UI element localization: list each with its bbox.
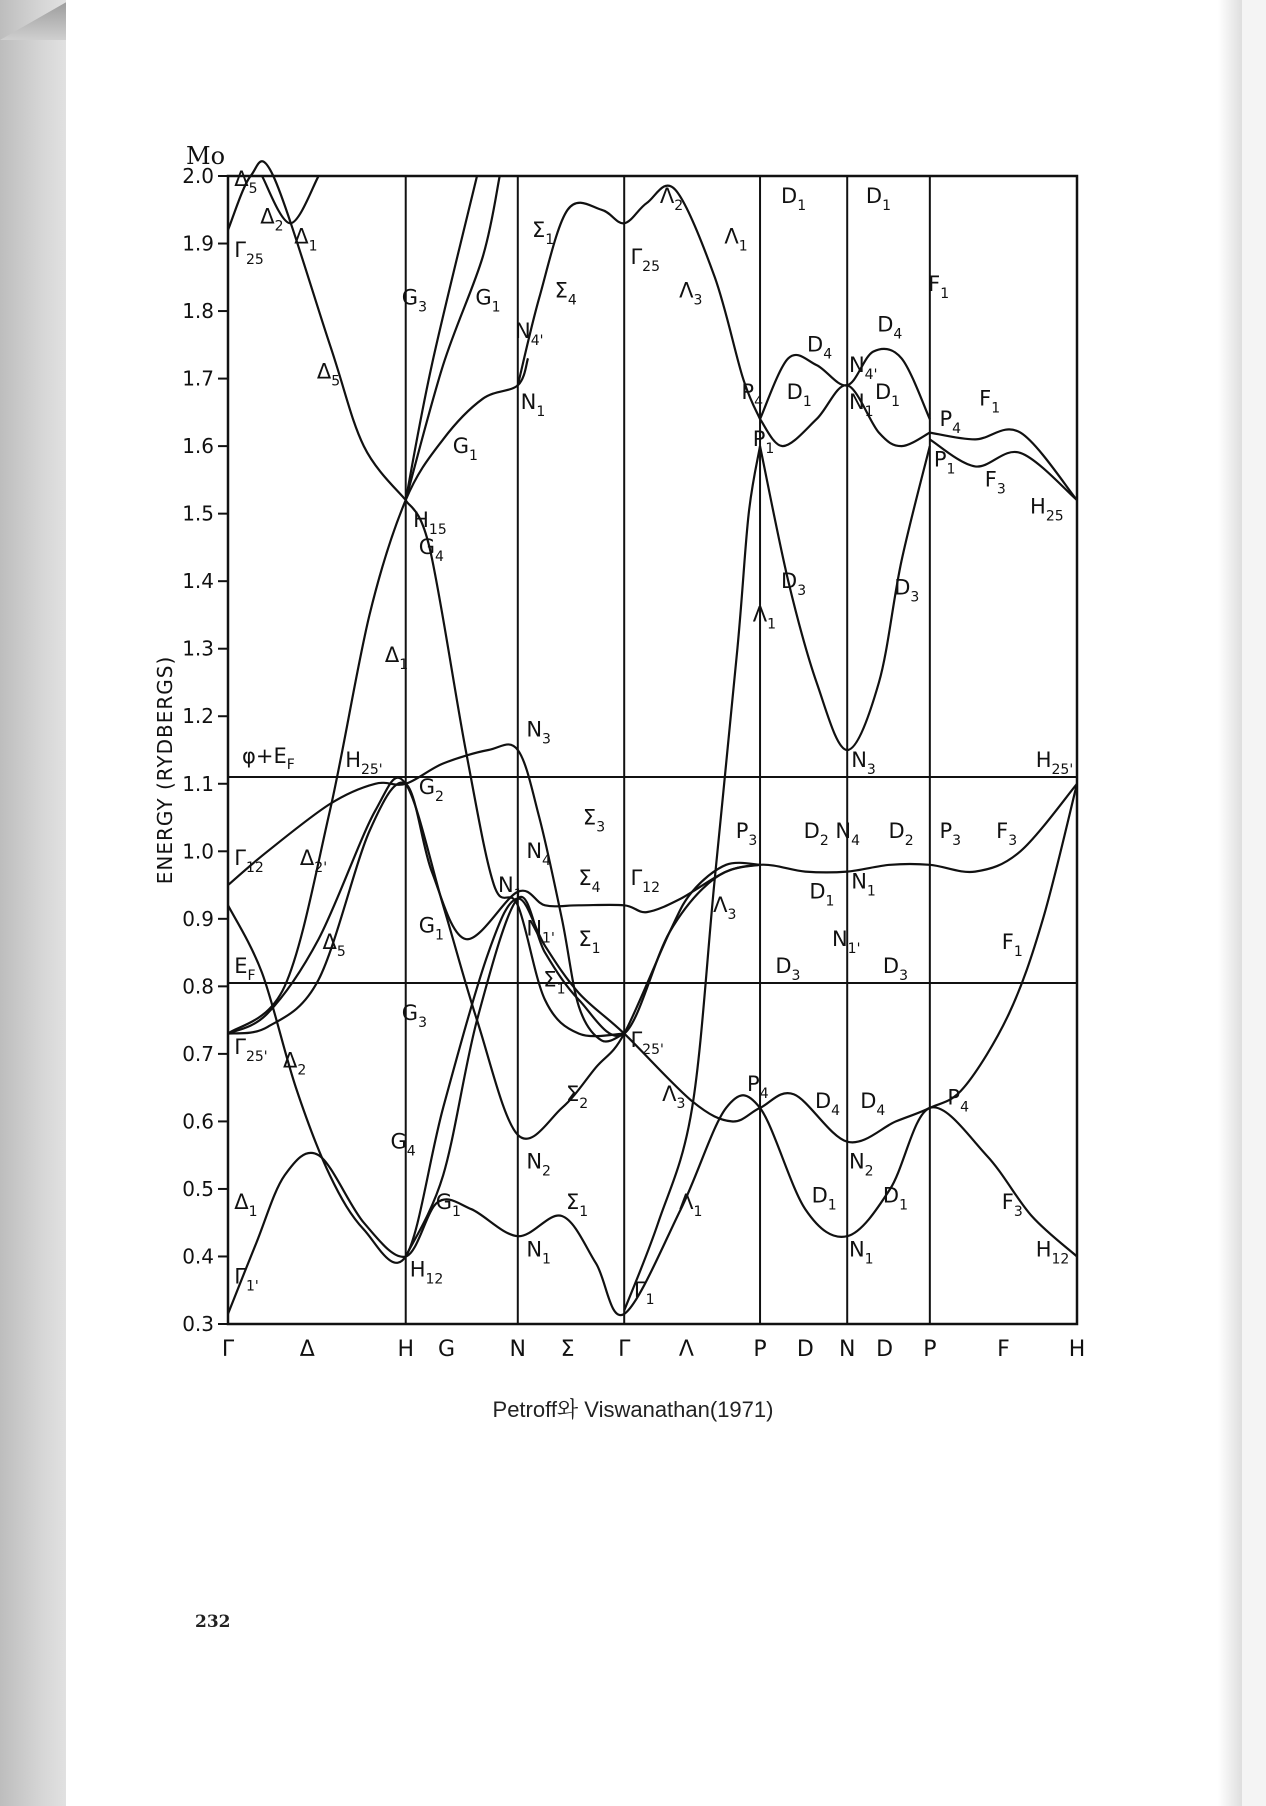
band-label: $D_1$ xyxy=(865,184,892,215)
band-label-sub: 1 xyxy=(308,238,318,255)
band-label: $\Sigma_1$ xyxy=(531,217,555,248)
band-label: $\Sigma_3$ xyxy=(582,805,606,836)
y-tick-label: 1.5 xyxy=(182,501,214,526)
band-label-sub: 25' xyxy=(245,1048,268,1065)
band-label: $D_1$ xyxy=(781,184,807,215)
band-label-sub: 1 xyxy=(802,393,812,410)
band-label-sub: 3 xyxy=(748,832,758,849)
band-label: $F_1$ xyxy=(1001,930,1023,961)
fermi-line-label: $\varphi+E_F$ xyxy=(242,744,295,774)
band-curve-band-d1-low xyxy=(760,385,930,446)
band-label-sub: 3 xyxy=(1008,832,1018,849)
band-label-sub: 25 xyxy=(245,252,264,269)
direction-label: D xyxy=(876,1337,894,1362)
band-label-sub: 2 xyxy=(674,198,684,215)
band-label-sub: 1 xyxy=(469,447,478,464)
band-label-sub: 3 xyxy=(542,731,551,748)
band-label: $H_{15}$ xyxy=(413,508,447,539)
band-label: $F_1$ xyxy=(979,386,1001,417)
band-label-sub: 4 xyxy=(591,880,601,897)
band-label-sub: 2 xyxy=(297,1062,307,1079)
band-label-sub: 5 xyxy=(336,944,346,961)
y-tick-label: 0.9 xyxy=(182,906,214,931)
band-label-sub: 1 xyxy=(891,393,901,410)
band-label: $\Delta_2$ xyxy=(282,1048,307,1079)
page-number: 232 xyxy=(195,1612,231,1632)
band-label: $E_F$ xyxy=(234,953,256,984)
band-label-sub: 1 xyxy=(825,893,835,910)
band-label: $\Lambda_3$ xyxy=(713,893,737,924)
fermi-lines xyxy=(228,744,1077,983)
k-point-label: P xyxy=(923,1337,937,1362)
band-label-sub: 3 xyxy=(596,819,606,836)
band-label-sub: 1 xyxy=(645,1291,655,1308)
band-label-sub: 3 xyxy=(418,1015,428,1032)
band-label: $\Gamma_{25'}$ xyxy=(234,1034,268,1065)
band-label: $\Gamma_{25'}$ xyxy=(630,1028,664,1059)
y-tick-label: 0.8 xyxy=(182,974,214,999)
band-label: $H_{25}$ xyxy=(1030,494,1064,525)
y-tick-label: 1.8 xyxy=(182,299,214,324)
band-label-sub: 4 xyxy=(960,1099,970,1116)
band-label-sub: 3 xyxy=(952,832,962,849)
band-label: $N_1$ xyxy=(851,869,876,900)
figure-caption: Petroff와 Viswanathan(1971) xyxy=(492,1397,774,1422)
band-label-sub: 4 xyxy=(759,1086,769,1103)
band-label-sub: 3 xyxy=(996,481,1006,498)
y-tick-label: 0.5 xyxy=(182,1176,214,1201)
band-label-sub: 1 xyxy=(542,1251,551,1268)
band-label: $D_1$ xyxy=(811,1183,837,1214)
y-tick-label: 1.3 xyxy=(182,636,214,661)
k-point-label: N xyxy=(509,1337,527,1362)
band-label-sub: 25' xyxy=(1051,761,1074,778)
band-label-sub: 1 xyxy=(767,616,777,633)
band-label: $N_1$ xyxy=(526,1237,551,1268)
y-tick-label: 0.3 xyxy=(182,1312,214,1336)
y-tick-label: 1.6 xyxy=(182,434,214,459)
band-label: $G_1$ xyxy=(452,433,478,464)
band-label: $D_3$ xyxy=(882,953,908,984)
band-label: $N_2$ xyxy=(526,1149,551,1180)
band-label: $\Gamma_1$ xyxy=(633,1277,655,1308)
band-label-sub: 2 xyxy=(819,832,829,849)
band-label-sub: 1 xyxy=(536,403,546,420)
band-label-sub: 1 xyxy=(452,1204,461,1221)
band-label-sub: 1 xyxy=(946,461,956,478)
band-label: $D_4$ xyxy=(807,332,833,363)
band-label: $N_1$ xyxy=(848,389,874,420)
direction-label: G xyxy=(437,1337,456,1362)
band-label: $\Sigma_1$ xyxy=(565,1190,589,1221)
direction-label: D xyxy=(796,1337,814,1362)
k-point-label: Γ xyxy=(618,1337,631,1362)
direction-label: Λ xyxy=(678,1337,694,1362)
band-label-sub: 4 xyxy=(893,326,903,343)
band-label-sub: 1' xyxy=(847,940,861,957)
band-label: $\Lambda_1$ xyxy=(679,1190,703,1221)
band-label-sub: 3 xyxy=(693,292,703,309)
band-label: $\Delta_2$ xyxy=(260,204,284,235)
band-label-sub: 1 xyxy=(899,1197,908,1214)
band-label-sub: 12 xyxy=(1051,1251,1070,1268)
band-label: $D_2$ xyxy=(888,818,914,849)
band-label-sub: 3 xyxy=(1013,1204,1023,1221)
band-label: $\Lambda_3$ xyxy=(662,1082,686,1113)
band-label: $P_3$ xyxy=(939,818,962,849)
y-tick-label: 1.9 xyxy=(182,231,214,256)
band-label-sub: 1 xyxy=(491,299,501,316)
band-label: $N_{4'}$ xyxy=(848,352,878,383)
band-label: $\Lambda_1$ xyxy=(724,224,748,255)
band-label-sub: 2 xyxy=(864,1163,874,1180)
k-point-label: Γ xyxy=(221,1337,235,1362)
band-label: $\Delta_1$ xyxy=(294,224,318,255)
band-label-sub: 1 xyxy=(556,981,566,998)
band-label-sub: 4' xyxy=(864,366,878,383)
band-label-sub: 1 xyxy=(513,886,523,903)
y-axis-label: ENERGY (RYDBERGS) xyxy=(153,655,177,885)
band-label-sub: 12 xyxy=(642,880,660,897)
band-label: $G_1$ xyxy=(475,285,501,316)
y-tick-label: 2.0 xyxy=(182,164,214,188)
band-curve-band-delta1-up xyxy=(228,358,528,1033)
k-point-label: N xyxy=(838,1337,856,1362)
band-label: $P_1$ xyxy=(933,447,956,478)
band-label-sub: 3 xyxy=(910,589,920,606)
band-label: $D_3$ xyxy=(894,575,920,606)
band-label-sub: 12 xyxy=(425,1271,444,1288)
band-label: $D_4$ xyxy=(860,1088,886,1119)
band-label-sub: 3 xyxy=(791,967,801,984)
band-label-sub: 12 xyxy=(245,859,264,876)
band-label-sub: 1 xyxy=(1013,944,1023,961)
band-label-sub: 2 xyxy=(435,788,444,805)
band-curve-band-low-1 xyxy=(228,1095,1077,1315)
y-tick-label: 1.4 xyxy=(182,569,214,594)
band-label-sub: 3 xyxy=(866,761,876,778)
band-label: $H_{25'}$ xyxy=(345,747,383,778)
k-point-label: P xyxy=(753,1337,767,1362)
band-label-sub: 1 xyxy=(765,441,775,458)
y-tick-label: 1.2 xyxy=(182,704,214,729)
band-label: $\Sigma_4$ xyxy=(554,278,577,309)
band-label: $N_{1'}$ xyxy=(831,926,861,957)
direction-label: Σ xyxy=(560,1337,575,1362)
x-axis-labels xyxy=(222,1337,1085,1362)
band-label-sub: 4 xyxy=(876,1102,886,1119)
band-label-sub: 1 xyxy=(591,940,601,957)
band-label-sub: 1 xyxy=(579,1204,589,1221)
band-label-sub: 4 xyxy=(952,420,962,437)
band-label: $G_2$ xyxy=(418,774,444,805)
band-label: $N_4$ xyxy=(526,839,551,870)
band-curve-band-delta5-top xyxy=(228,161,406,500)
band-label: $N_2$ xyxy=(848,1149,874,1180)
band-label: $G_3$ xyxy=(401,1001,428,1032)
band-label: $\Lambda_1$ xyxy=(752,602,777,633)
band-label-sub: 4 xyxy=(435,549,444,566)
band-label-sub: 25 xyxy=(1045,508,1064,525)
band-label-sub: 1 xyxy=(864,1251,874,1268)
band-label-sub: 4 xyxy=(567,292,577,309)
band-label: $\Delta_5$ xyxy=(316,359,341,390)
band-label-sub: 4' xyxy=(530,333,544,350)
band-label: $\Gamma_{25}$ xyxy=(630,244,660,275)
band-label: $\Gamma_{25}$ xyxy=(234,238,264,269)
band-label: $\Sigma_1$ xyxy=(578,926,601,957)
band-label-sub: 1 xyxy=(940,285,950,302)
band-label: $H_{25'}$ xyxy=(1035,747,1074,778)
band-label-sub: 3 xyxy=(899,967,908,984)
band-label: $F_1$ xyxy=(928,271,950,302)
band-label: $N_3$ xyxy=(851,747,876,778)
y-tick-label: 1.1 xyxy=(182,771,214,796)
band-label: $G_1$ xyxy=(418,913,444,944)
band-label: $F_3$ xyxy=(984,467,1006,498)
band-label: $\Sigma_1$ xyxy=(543,967,566,998)
band-label-sub: 1 xyxy=(399,657,409,674)
y-tick-group xyxy=(182,164,228,1336)
band-label-sub: 5 xyxy=(331,373,341,390)
band-curve-band-g4 xyxy=(406,784,1077,1257)
band-label: $N_4$ xyxy=(835,818,860,849)
band-label: $G_4$ xyxy=(390,1129,416,1160)
band-label-sub: 25 xyxy=(642,258,660,275)
band-label: $\Sigma_2$ xyxy=(565,1082,589,1113)
band-label: $\Gamma_{1'}$ xyxy=(234,1264,259,1295)
band-label: $P_1$ xyxy=(752,427,775,458)
band-label-sub: 4 xyxy=(851,832,860,849)
band-label: $D_4$ xyxy=(814,1088,841,1119)
band-label-sub: 1 xyxy=(866,883,876,900)
band-label: $\Gamma_{12}$ xyxy=(630,866,660,897)
band-label-sub: 3 xyxy=(418,299,428,316)
y-tick-label: 0.4 xyxy=(182,1244,214,1269)
band-label-sub: 2' xyxy=(314,859,328,876)
band-label: $G_1$ xyxy=(435,1190,461,1221)
band-label-sub: 1 xyxy=(693,1204,703,1221)
band-label-sub: 25' xyxy=(360,761,383,778)
band-label: $\Delta_{2'}$ xyxy=(299,845,328,876)
band-label: $\Delta_5$ xyxy=(322,930,346,961)
band-label: $P_4$ xyxy=(747,1072,769,1103)
band-label: $\Sigma_4$ xyxy=(578,866,601,897)
band-label-sub: F xyxy=(247,967,256,984)
band-label-sub: 4 xyxy=(831,1102,841,1119)
band-label-sub: 1 xyxy=(545,231,555,248)
direction-label: Δ xyxy=(299,1337,315,1362)
band-label-sub: 25' xyxy=(642,1042,664,1059)
fermi-line-label-sub: F xyxy=(286,757,295,774)
chart-title: Mo xyxy=(186,142,226,170)
band-curves xyxy=(228,161,1077,1315)
band-label: $\Delta_1$ xyxy=(384,643,409,674)
band-label-sub: 4 xyxy=(823,346,833,363)
band-label: $H_{12}$ xyxy=(1035,1237,1070,1268)
band-label: $\Lambda_2$ xyxy=(659,184,684,215)
band-annotations xyxy=(234,167,1073,1308)
band-label: $G_4$ xyxy=(418,535,444,566)
band-label: $N_{4'}$ xyxy=(515,319,544,350)
band-label: $N_1$ xyxy=(498,872,523,903)
band-label: $D_3$ xyxy=(775,953,801,984)
band-label-sub: 1 xyxy=(435,927,444,944)
band-label: $N_3$ xyxy=(526,717,551,748)
band-label-sub: 3 xyxy=(727,907,737,924)
band-label-sub: 1 xyxy=(991,400,1001,417)
band-label: $\Delta_1$ xyxy=(234,1190,258,1221)
band-label-sub: 1' xyxy=(245,1278,259,1295)
band-label: $\Gamma_{12}$ xyxy=(234,845,264,876)
band-label: $\Lambda_3$ xyxy=(679,278,703,309)
band-label-sub: 4 xyxy=(406,1143,416,1160)
band-label-sub: 2 xyxy=(904,832,914,849)
k-point-label: H xyxy=(397,1337,414,1362)
band-label: $P_3$ xyxy=(735,818,758,849)
band-label-sub: 1 xyxy=(738,238,748,255)
band-label: $H_{12}$ xyxy=(409,1257,444,1288)
band-label-sub: 2 xyxy=(579,1096,589,1113)
band-label: $D_3$ xyxy=(781,568,807,599)
band-label-sub: 1 xyxy=(827,1197,837,1214)
band-label-sub: 1' xyxy=(542,930,555,947)
band-label: $G_3$ xyxy=(401,285,428,316)
y-tick-label: 0.7 xyxy=(182,1041,214,1066)
k-point-label: H xyxy=(1068,1337,1086,1362)
band-label-sub: 1 xyxy=(864,403,874,420)
band-label: $D_1$ xyxy=(809,879,835,910)
band-label: $P_4$ xyxy=(939,406,962,437)
band-label: $D_2$ xyxy=(803,818,829,849)
band-label-sub: 1 xyxy=(248,1204,258,1221)
band-label: $D_1$ xyxy=(882,1183,908,1214)
y-tick-label: 1.7 xyxy=(182,366,214,391)
band-label-sub: 2 xyxy=(274,218,284,235)
band-label: $D_1$ xyxy=(874,379,901,410)
band-label-sub: 1 xyxy=(797,198,807,215)
band-label-sub: 1 xyxy=(882,198,892,215)
band-label-sub: 3 xyxy=(797,582,807,599)
band-label-sub: 4 xyxy=(542,853,551,870)
band-label: $N_1$ xyxy=(520,389,546,420)
direction-label: F xyxy=(997,1337,1010,1362)
band-label: $F_3$ xyxy=(996,818,1018,849)
y-tick-label: 1.0 xyxy=(182,839,214,864)
y-tick-label: 0.6 xyxy=(182,1109,214,1134)
band-label: $D_4$ xyxy=(877,312,903,343)
band-curve-band-lambda1 xyxy=(624,446,760,1310)
band-label: $N_1$ xyxy=(848,1237,874,1268)
band-label-sub: 2 xyxy=(542,1163,551,1180)
band-label: $D_1$ xyxy=(786,379,812,410)
band-label: $F_3$ xyxy=(1001,1190,1023,1221)
band-label-sub: 5 xyxy=(248,181,258,198)
band-label-sub: 4 xyxy=(754,393,763,410)
band-label-sub: 15 xyxy=(428,522,447,539)
band-label: $N_{1'}$ xyxy=(526,916,555,947)
band-label: $\Delta_5$ xyxy=(234,167,258,198)
band-label: $P_4$ xyxy=(947,1085,970,1116)
band-label-sub: 3 xyxy=(676,1096,686,1113)
band-label: $P_4$ xyxy=(741,379,763,410)
